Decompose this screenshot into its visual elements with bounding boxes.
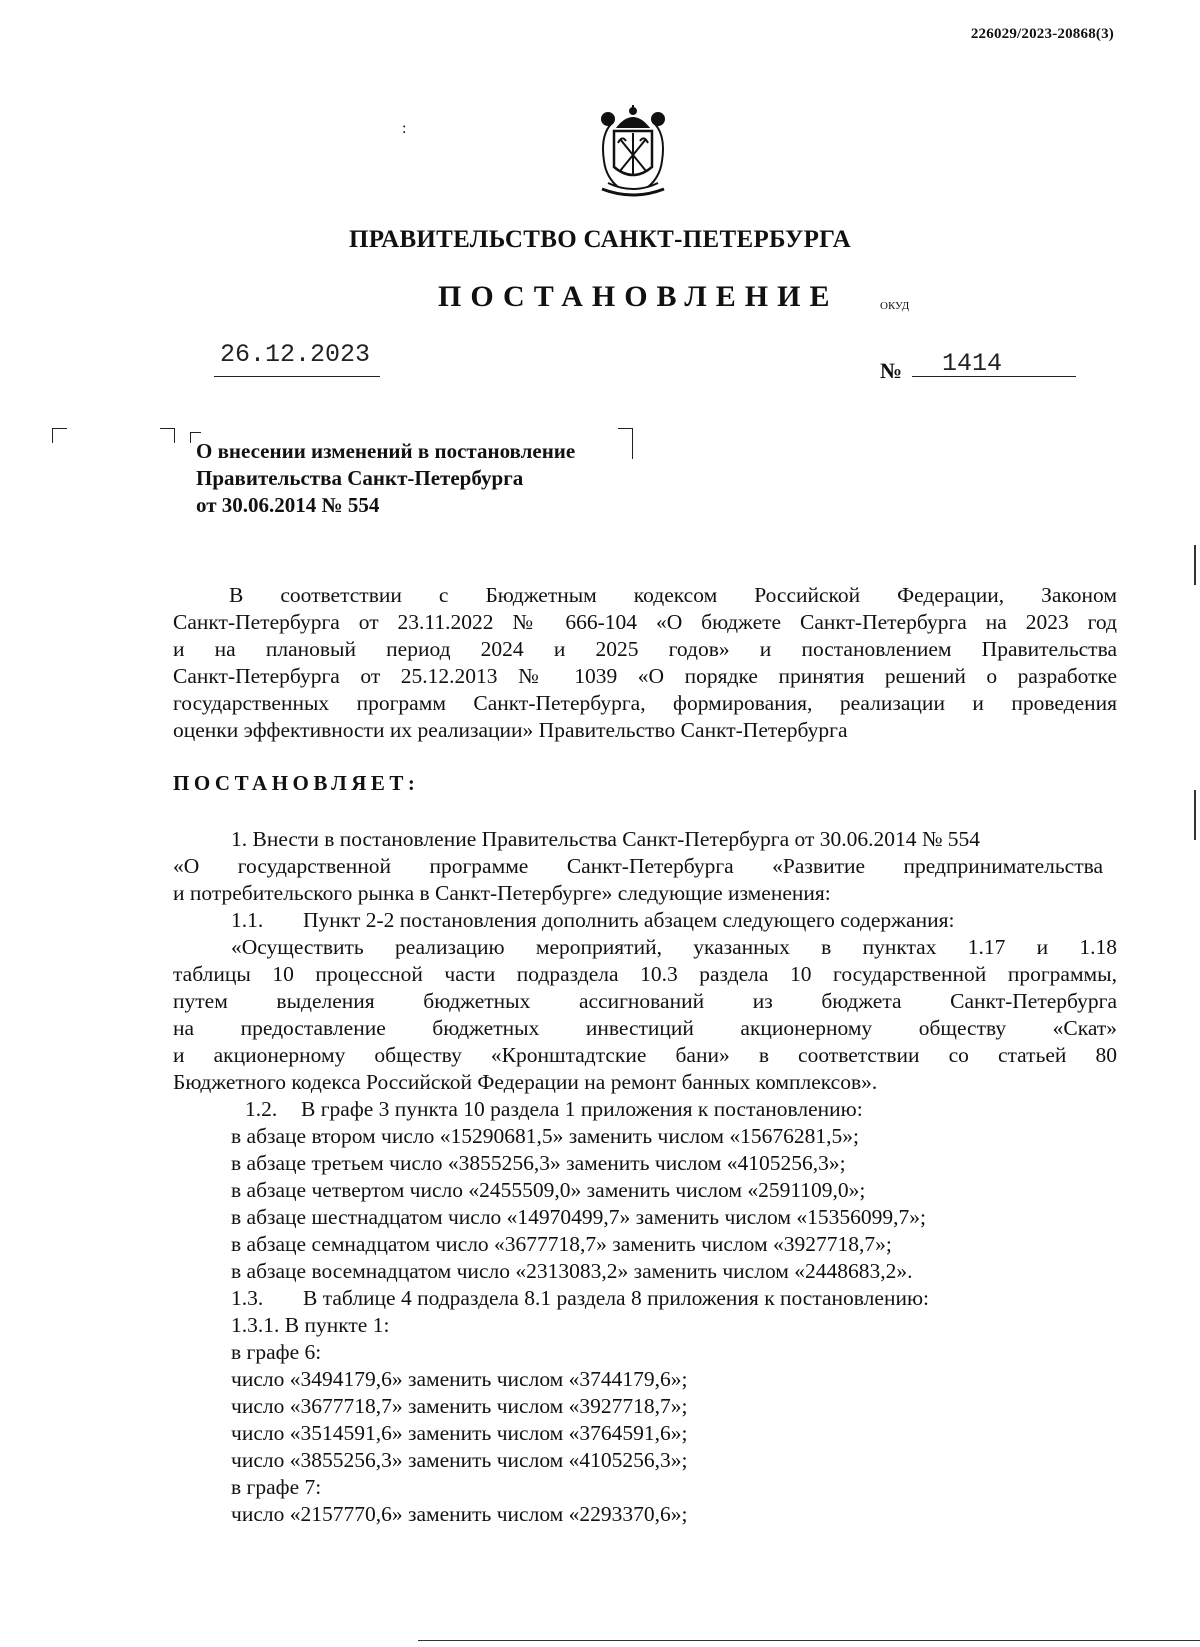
item-1-3 xyxy=(173,1285,1117,1528)
document-type: ПОСТАНОВЛЕНИЕ xyxy=(438,280,839,313)
change-line: число «3514591,6» заменить числом «3764591,6»; xyxy=(231,1421,688,1445)
item-text: В таблице 4 подраздела 8.1 раздела 8 приложения к постановлению: xyxy=(303,1286,929,1310)
preamble-line: и на плановый период 2024 и 2025 годов» и постановлением Правительства xyxy=(173,637,1117,661)
corner-mark xyxy=(52,428,67,443)
subject-line: Правительства Санкт-Петербурга xyxy=(196,466,524,490)
preamble-line: государственных программ Санкт-Петербурга, формирования, реализации и проведения xyxy=(173,691,1117,715)
quote-line: «Осуществить реализацию мероприятий, указанных в пунктах 1.17 и 1.18 xyxy=(231,935,1117,959)
item-line: «О государственной программе Санкт-Петербурга «Развитие предпринимательства xyxy=(173,854,1103,878)
document-date: 26.12.2023 xyxy=(220,340,371,369)
inserted-paragraph xyxy=(173,934,1117,1096)
item-1-1 xyxy=(173,907,1117,934)
stray-mark: : xyxy=(402,120,407,137)
quote-line: таблицы 10 процессной части подраздела 10.3 раздела 10 государственной программы, xyxy=(173,962,1117,986)
item-line: и потребительского рынка в Санкт-Петербурге» следующие изменения: xyxy=(173,881,831,905)
change-line: 1.3.1. В пункте 1: xyxy=(231,1313,390,1337)
change-line: в графе 6: xyxy=(231,1340,322,1364)
number-underline xyxy=(912,376,1076,377)
change-line: в абзаце втором число «15290681,5» заменить числом «15676281,5»; xyxy=(231,1124,860,1148)
item-1 xyxy=(173,826,1103,907)
corner-mark xyxy=(618,428,633,459)
change-line: число «3494179,6» заменить числом «3744179,6»; xyxy=(231,1367,688,1391)
scan-edge-mark xyxy=(1194,545,1196,585)
organization-title: ПРАВИТЕЛЬСТВО САНКТ-ПЕТЕРБУРГА xyxy=(348,226,852,253)
item-text: В графе 3 пункта 10 раздела 1 приложения к постановлению: xyxy=(301,1097,863,1121)
item-text: Пункт 2-2 постановления дополнить абзацем следующего содержания: xyxy=(303,908,955,932)
date-underline xyxy=(214,376,380,377)
number-sign: № xyxy=(880,358,903,383)
preamble xyxy=(173,582,1117,744)
change-line: в абзаце восемнадцатом число «2313083,2» заменить числом «2448683,2». xyxy=(231,1259,913,1283)
decree-word: ПОСТАНОВЛЯЕТ: xyxy=(173,771,420,795)
page-bottom-rule xyxy=(418,1640,1200,1641)
preamble-line: Санкт-Петербурга от 25.12.2013 № 1039 «О порядке принятия решений о разработке xyxy=(173,664,1117,688)
change-line: в абзаце семнадцатом число «3677718,7» заменить числом «3927718,7»; xyxy=(231,1232,892,1256)
quote-line: на предоставление бюджетных инвестиций акционерному обществу «Скат» xyxy=(173,1016,1117,1040)
scan-edge-mark xyxy=(1194,790,1196,840)
okud-label: ОКУД xyxy=(880,300,910,312)
item-number: 1.3. xyxy=(231,1286,264,1310)
change-line: в абзаце четвертом число «2455509,0» заменить числом «2591109,0»; xyxy=(231,1178,866,1202)
document-subject xyxy=(196,438,575,519)
change-line: число «2157770,6» заменить числом «2293370,6»; xyxy=(231,1502,688,1526)
quote-line: Бюджетного кодекса Российской Федерации на ремонт банных комплексов». xyxy=(173,1070,878,1094)
change-line: в абзаце третьем число «3855256,3» заменить числом «4105256,3»; xyxy=(231,1151,846,1175)
preamble-line: В соответствии с Бюджетным кодексом Российской Федерации, Законом xyxy=(229,583,1117,607)
registration-number: 226029/2023-20868(3) xyxy=(970,26,1114,42)
preamble-line: Санкт-Петербурга от 23.11.2022 № 666-104 «О бюджете Санкт-Петербурга на 2023 год xyxy=(173,610,1117,634)
change-line: число «3677718,7» заменить числом «3927718,7»; xyxy=(231,1394,688,1418)
document-number: 1414 xyxy=(942,349,1003,378)
change-line: в абзаце шестнадцатом число «14970499,7» заменить числом «15356099,7»; xyxy=(231,1205,926,1229)
item-number: 1.2. xyxy=(245,1097,278,1121)
item-1-2 xyxy=(173,1096,1117,1285)
corner-mark xyxy=(160,428,175,443)
item-number: 1.1. xyxy=(231,908,264,932)
change-line: число «3855256,3» заменить числом «4105256,3»; xyxy=(231,1448,688,1472)
quote-line: путем выделения бюджетных ассигнований из бюджета Санкт-Петербурга xyxy=(173,989,1117,1013)
subject-line: О внесении изменений в постановление xyxy=(196,439,576,463)
quote-line: и акционерному обществу «Кронштадтские бани» в соответствии со статьей 80 xyxy=(173,1043,1117,1067)
change-line: в графе 7: xyxy=(231,1475,322,1499)
coat-of-arms-icon xyxy=(578,105,688,201)
preamble-line: оценки эффективности их реализации» Правительство Санкт-Петербурга xyxy=(173,718,848,742)
item-line: 1. Внести в постановление Правительства Санкт-Петербурга от 30.06.2014 № 554 xyxy=(231,827,981,851)
subject-line: от 30.06.2014 № 554 xyxy=(196,493,380,517)
